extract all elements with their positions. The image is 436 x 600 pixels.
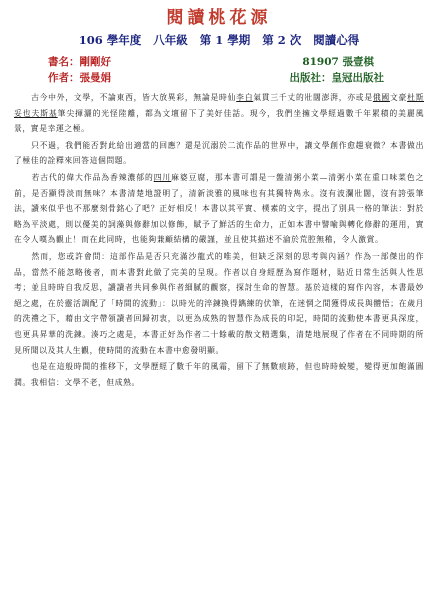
para-text: 文豪 [389,93,408,102]
student-id-label: 81907 張壹棋 [302,56,374,68]
essay-body [14,90,424,390]
para-text: 氣貫三千丈的壯闊澎湃，亦或是 [253,93,373,102]
publisher-label: 出版社：皇冠出版社 [289,72,384,84]
underlined-name: 杜斯妥也夫斯基 [14,93,425,118]
meta-row-author [14,70,424,86]
para-text: 麻婆豆腐，那本書可謂是一盤清粥小菜—清粥小菜在重口味菜色之前，是否顯得淡而無味？本書清楚地證明了，清新淡雅的風味也有其獨特雋永。沒有波瀾壯闊，沒有誇張筆法，讀來似乎也不那麼刻骨銘心了吧？正好相反！本書以其平實、樸素的文字，提出了別具一格的筆法：對於略為平淡處，則以優美的詞藻與修辭加以修飾，賦予了鮮活的生命力，正如本書中譬喻與轉化修辭的運用，實在令人嘆為觀止！而在此同時，也能夠兼顧結構的嚴謹，並且使其描述不淪於荒腔無稽，令人激賞。 [14,172,425,245]
underlined-name: 俄國 [372,93,390,102]
author-label: 作者：張曼娟 [48,72,111,84]
para-text: 也是在這般時間的推移下，文學歷經了數千年的風霜，留下了無數痕跡，但也時時蛻變，變得更加飽滿圓潤。我相信：文學不老，但成熟。 [14,362,424,387]
underlined-name: 四川 [153,172,172,182]
paragraph-5 [14,359,424,390]
para-text: 只不過，我們能否對此給出適當的回應？還是沉溺於二流作品的世界中，讓文學創作愈趨衰微？本書做出了極佳的詮釋來回答這個問題。 [14,140,424,166]
paragraph-3 [14,170,424,248]
book-title-label: 書名：剛剛好 [48,56,111,68]
para-text: 然而，您或許會問：這部作品是否只充滿沙龍式的唯美，但缺乏深刻的思考與內涵？作為一部傑出的作品，當然不能忽略後者，而本書對此做了完美的呈現。作者以自身經歷為寫作題材，貼近日常生活與人性思考；並且時時自我反思，讀讀者共同參與作者細膩的觀察，探討生命的智慧。基於這樣的寫作內容，本書最妙絕之處，在於靈活調配了「時間的流動」：以時光的淬鍊換得鐫練的伏筆，在迷惘之間獲得成長與體悟；在歲月的洗禮之下，藉由文字帶領讀者回歸初衷，以更為成熟的智慧作為成長的印記，時間的流動使本書更具深度，也更具昇華的洗鍊。湊巧之處是，本書正好為作者二十餘載的散文精選集，清楚地展現了作者在不同時期的所見所聞以及其人生觀，使時間的流動在本書中愈發明顯。 [14,251,424,355]
doc-title: 閱讀桃花源 [166,8,272,28]
doc-subtitle: 106 學年度 八年級 第 1 學期 第 2 次 閱讀心得 [78,33,360,47]
paragraph-1 [14,90,424,137]
underlined-name: 李白 [236,93,254,102]
meta-row-book [14,54,424,70]
paragraph-2 [14,138,424,169]
para-text: 若古代的偉大作品為香辣濃郁的 [31,172,154,182]
paragraph-4 [14,249,424,358]
para-text: 筆尖揮灑的光怪陸離，都為文壇留下了美好佳話。現今，我們坐擁文學經過數千年累積的美麗風景，實是幸運之極。 [14,108,424,134]
para-text: 古今中外，文學，不論東西，皆大放異彩，無論是時仙 [31,93,237,102]
